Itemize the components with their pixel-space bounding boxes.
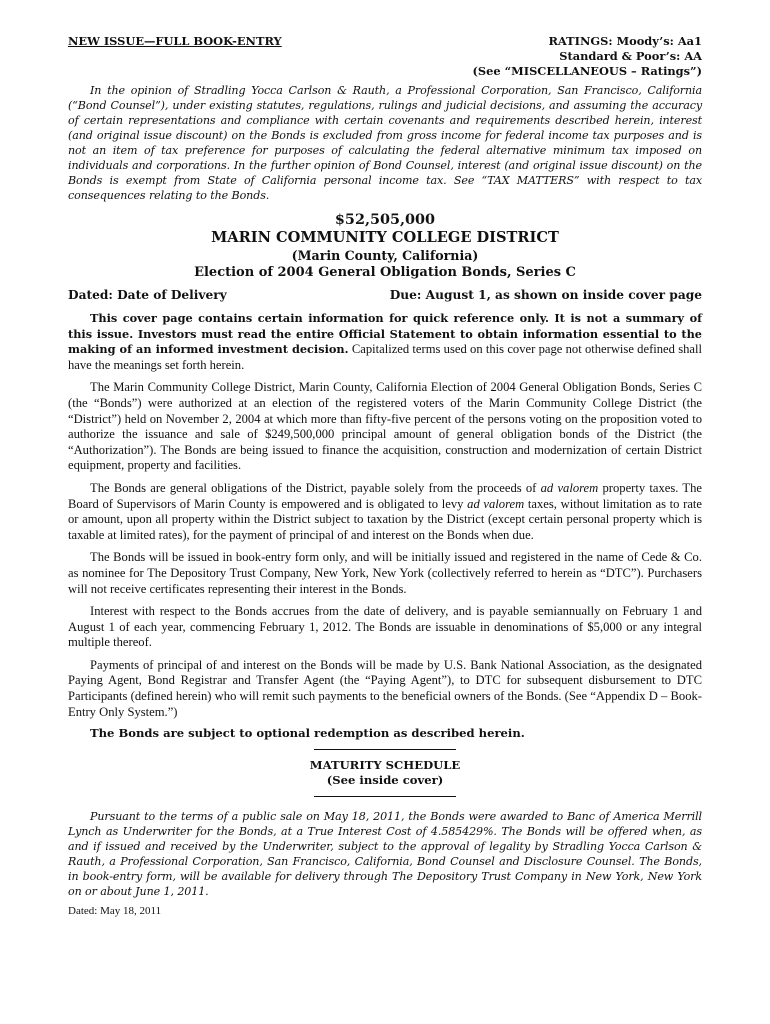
due-label: Due: August 1, as shown on inside cover page <box>389 288 702 302</box>
ratings-reference: (See “MISCELLANEOUS – Ratings”) <box>472 64 702 78</box>
divider-bottom <box>314 796 456 797</box>
cover-notice-bold: This cover page contains certain information for quick reference only. It is not a summary of this issue. Investors must read the entire Official Statement to obtain information essential to the making of an informed investment decision. <box>68 311 702 357</box>
cover-header <box>68 34 702 79</box>
ratings-block <box>473 34 703 79</box>
ratings-moodys: RATINGS: Moody’s: Aa1 <box>548 34 702 48</box>
official-statement-cover <box>68 34 702 917</box>
issuer-name: MARIN COMMUNITY COLLEGE DISTRICT <box>211 229 559 246</box>
dated-due-line <box>68 287 702 304</box>
ratings-sp: Standard & Poor’s: AA <box>559 49 702 63</box>
redemption-notice: The Bonds are subject to optional redemption as described herein. <box>90 726 525 741</box>
authorization-paragraph: The Marin Community College District, Marin County, California Election of 2004 General Obligation Bonds, Series C (the “Bonds”) were authorized at an election of the registered voters of the Marin Community College District (the “District”) held on November 2, 2004 at which more than fifty-five percent of the persons voting on the proposition voted to authorize the issuance and sale of $249,500,000 principal amount of general obligation bonds of the District (the “Authorization”). The Bonds are being issued to finance the acquisition, construction and modernization of certain District equipment, property and facilities. <box>68 380 702 473</box>
ad-valorem-term-1: ad valorem <box>540 480 599 495</box>
maturity-schedule-title: MATURITY SCHEDULE <box>309 758 461 773</box>
sale-paragraph: Pursuant to the terms of a public sale on May 18, 2011, the Bonds were awarded to Banc of America Merrill Lynch as Underwriter for the Bonds, at a True Interest Cost of 4.585429%. The Bonds will be offered when, as and if issued and received by the Underwriter, subject to the approval of legality by Stradling Yocca Carlson & Rauth, a Professional Corporation, San Francisco, California, Bond Counsel and Disclosure Counsel. The Bonds, in book-entry form, will be available for delivery through The Depository Trust Company in New York, New York on or about June 1, 2011. <box>68 810 702 899</box>
bond-series: Election of 2004 General Obligation Bonds, Series C <box>194 265 576 280</box>
interest-paragraph: Interest with respect to the Bonds accrues from the date of delivery, and is payable semiannually on February 1 and August 1 of each year, commencing February 1, 2012. The Bonds are issuable in denominations of $5,000 or any integral multiple thereof. <box>68 604 702 650</box>
issuer-county: (Marin County, California) <box>291 248 479 263</box>
ad-valorem-term-2: ad valorem <box>467 496 525 511</box>
obligations-text-2: property taxes. The Board of Supervisors of Marin County is empowered and is obligated to levy <box>68 480 702 511</box>
book-entry-paragraph: The Bonds will be issued in book-entry form only, and will be initially issued and registered in the name of Cede & Co. as nominee for The Depository Trust Company, New York, New York (collectively referred to herein as “DTC”). Purchasers will not receive certificates representing their interest in the Bonds. <box>68 550 702 596</box>
bond-counsel-opinion: In the opinion of Stradling Yocca Carlson & Rauth, a Professional Corporation, San Francisco, California (“Bond Counsel”), under existing statutes, regulations, rulings and judicial decisions, and assuming the accuracy of certain representations and compliance with certain covenants and requirements described herein, interest (and original issue discount) on the Bonds is excluded from gross income for federal income tax purposes and is not an item of tax preference for purposes of calculating the federal alternative minimum tax imposed on individuals and corporations. In the further opinion of Bond Counsel, interest (and original issue discount) on the Bonds is exempt from State of California personal income tax. See “TAX MATTERS” with respect to tax consequences relating to the Bonds. <box>68 84 702 202</box>
payments-paragraph: Payments of principal of and interest on the Bonds will be made by U.S. Bank National Association, as the designated Paying Agent, Bond Registrar and Transfer Agent (the “Paying Agent”), to DTC for subsequent disbursement to DTC Participants (defined herein) who will remit such payments to the beneficial owners of the Bonds. (See “Appendix D – Book-Entry Only System.”) <box>68 657 702 719</box>
obligations-text-3: taxes, without limitation as to rate or amount, upon all property within the District subject to taxation by the District (except certain personal property which is taxable at limited rates), for the payment of principal of and interest on the Bonds when due. <box>68 496 703 542</box>
dated-label: Dated: Date of Delivery <box>68 288 227 302</box>
issue-type-label: NEW ISSUE—FULL BOOK-ENTRY <box>68 34 282 48</box>
obligations-text-1: The Bonds are general obligations of the District, payable solely from the proceeds of <box>90 480 541 495</box>
cover-notice <box>68 311 702 373</box>
divider-top <box>314 749 456 750</box>
document-date: Dated: May 18, 2011 <box>68 905 162 918</box>
issue-amount: $52,505,000 <box>334 211 436 228</box>
maturity-schedule-reference: (See inside cover) <box>326 773 444 788</box>
cover-notice-plain: Capitalized terms used on this cover page not otherwise defined shall have the meanings set forth herein. <box>68 342 702 372</box>
obligations-paragraph <box>68 481 702 543</box>
